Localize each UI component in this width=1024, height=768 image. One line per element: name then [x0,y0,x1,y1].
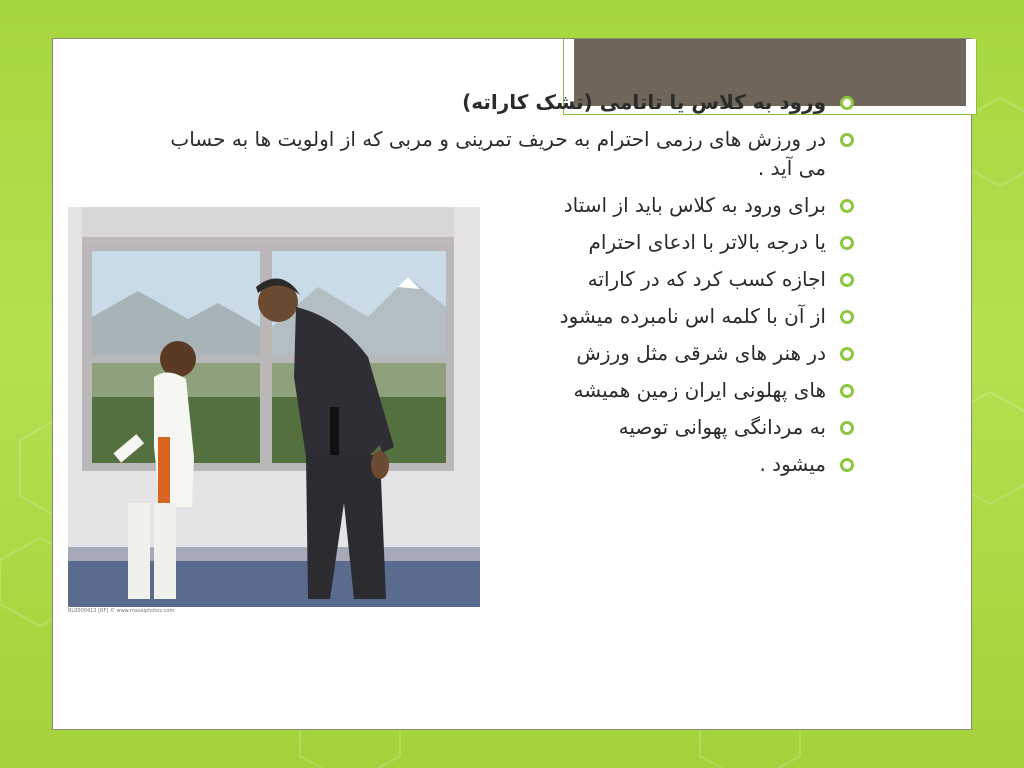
bullet-text: برای ورود به کلاس باید از استاد [563,193,826,217]
photo-credit: BL0000413 [RF] © www.masaiphotos.com [68,608,175,614]
bullet-circle-icon [840,421,854,435]
bullet-text: اجازه کسب کرد که در کاراته [587,267,826,291]
bullet-item [140,88,860,117]
bullet-text: از آن با کلمه اس نامبرده میشود [559,304,826,328]
bullet-circle-icon [840,133,854,147]
bullet-text: میشود . [759,452,826,476]
bullet-text: های پهلونی ایران زمین همیشه [573,378,826,402]
bullet-circle-icon [840,199,854,213]
bullet-text: در هنر های شرقی مثل ورزش [576,341,826,365]
bullet-item [140,125,860,183]
bullet-text: در ورزش های رزمی احترام به حریف تمرینی و مربی که از اولویت ها به حساب می آید . [170,127,826,180]
bullet-circle-icon [840,347,854,361]
bullet-text: ورود به کلاس یا تاتامی (تشک کاراته) [462,90,826,114]
bullet-text: به مردانگی پهوانی توصیه [618,415,826,439]
bullet-circle-icon [840,236,854,250]
bullet-circle-icon [840,458,854,472]
bullet-circle-icon [840,273,854,287]
bullet-text: یا درجه بالاتر با ادعای احترام [588,230,826,254]
bullet-circle-icon [840,384,854,398]
bullet-circle-icon [840,310,854,324]
karate-bow-photo [68,207,480,607]
bullet-circle-icon [840,96,854,110]
